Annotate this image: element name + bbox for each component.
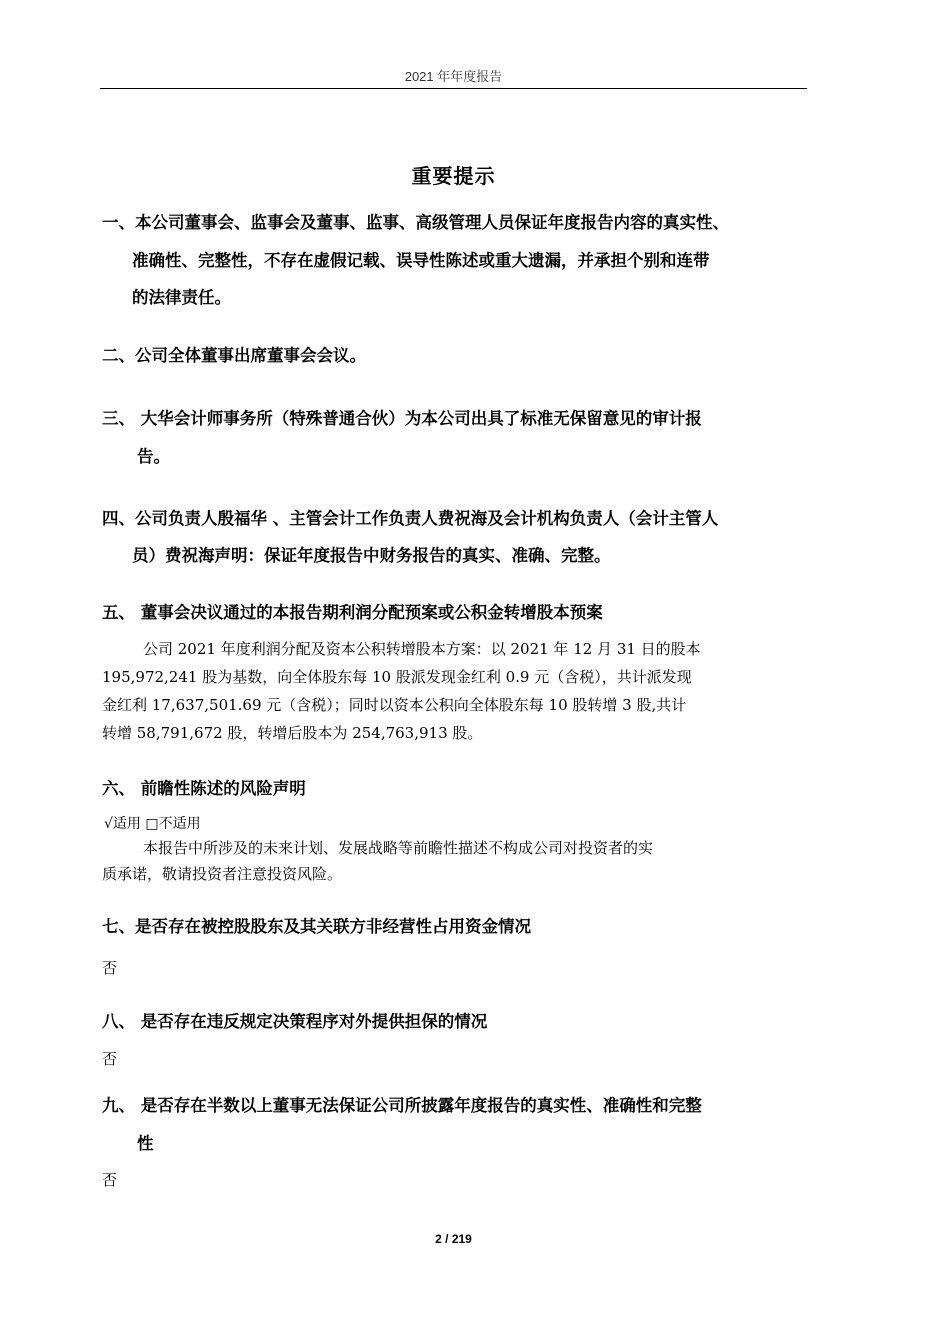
s1-line1: 一、本公司董事会、监事会及董事、监事、高级管理人员保证年度报告内容的真实性、 (102, 213, 729, 232)
s7-heading: 七、是否存在被控股股东及其关联方非经营性占用资金情况 (102, 917, 531, 936)
s5-body-line2: 195,972,241 股为基数，向全体股东每 10 股派发现金红利 0.9 元（含税），共计派发现 (102, 668, 692, 686)
s5-body-line3: 金红利 17,637,501.69 元（含税）；同时以资本公积向全体股东每 10 股转增 3 股,共计 (102, 696, 687, 714)
s6-heading: 六、 前瞻性陈述的风险声明 (102, 779, 306, 798)
s1-line3: 的法律责任。 (132, 288, 231, 307)
s7-answer: 否 (102, 959, 118, 977)
page-title: 重要提示 (411, 164, 496, 188)
s5-body-line4: 转增 58,791,672 股，转增后股本为 254,763,913 股。 (102, 724, 483, 742)
s8-answer: 否 (102, 1050, 118, 1068)
s9-heading-line1: 九、 是否存在半数以上董事无法保证公司所披露年度报告的真实性、准确性和完整 (102, 1096, 702, 1115)
s6-body-line1: 本报告中所涉及的未来计划、发展战略等前瞻性描述不构成公司对投资者的实 (143, 839, 654, 857)
s3-line2: 告。 (137, 447, 170, 466)
s4-line2: 员）费祝海声明：保证年度报告中财务报告的真实、准确、完整。 (132, 546, 611, 565)
s8-heading: 八、 是否存在违反规定决策程序对外提供担保的情况 (102, 1012, 488, 1031)
s4-line1: 四、公司负责人殷福华 、主管会计工作负责人费祝海及会计机构负责人（会计主管人 (102, 509, 719, 528)
page-number: 2 / 219 (435, 1232, 472, 1246)
s5-body-line1: 公司 2021 年度利润分配及资本公积转增股本方案：以 2021 年 12 月 31 日的股本 (143, 640, 701, 658)
s6-applicability-options: √适用 □不适用 (104, 816, 201, 832)
s5-heading: 五、 董事会决议通过的本报告期利润分配预案或公积金转增股本预案 (102, 603, 603, 622)
s9-heading-line2: 性 (137, 1134, 154, 1153)
header-rule (100, 88, 807, 89)
s3-line1: 三、 大华会计师事务所（特殊普通合伙）为本公司出具了标准无保留意见的审计报 (102, 409, 702, 428)
s2-line1: 二、公司全体董事出席董事会会议。 (102, 346, 366, 365)
s6-body-line2: 质承诺，敬请投资者注意投资风险。 (102, 865, 343, 883)
running-header: 2021 年年度报告 (404, 69, 503, 84)
s9-answer: 否 (102, 1171, 118, 1189)
s1-line2: 准确性、完整性，不存在虚假记载、误导性陈述或重大遗漏，并承担个别和连带 (132, 251, 710, 270)
